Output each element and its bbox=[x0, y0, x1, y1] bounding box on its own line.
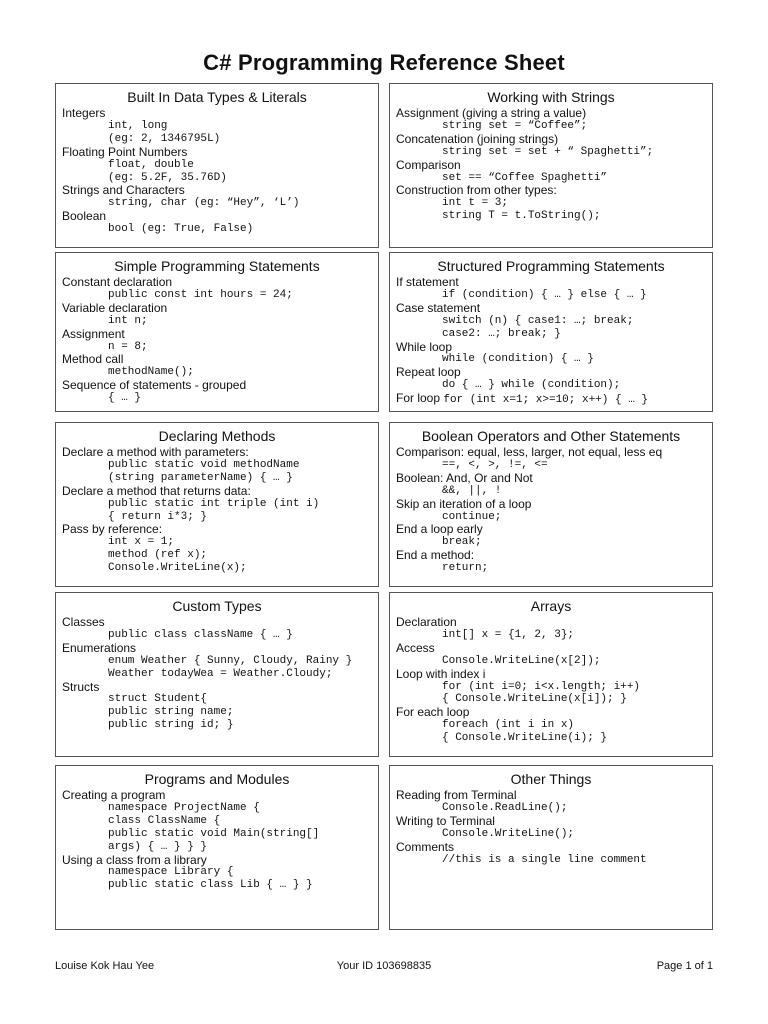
line-label: Creating a program bbox=[62, 788, 166, 802]
code-snippet: return; bbox=[442, 562, 489, 575]
code-snippet: int, long bbox=[108, 119, 168, 132]
line-label: For each loop bbox=[396, 705, 470, 720]
code-snippet: string set = set + “ Spaghetti”; bbox=[442, 145, 654, 158]
code-snippet: (string parameterName) { … } bbox=[108, 471, 293, 484]
code-snippet: break; bbox=[442, 536, 482, 549]
code-snippet: methodName(); bbox=[108, 366, 194, 379]
code-snippet: Console.WriteLine(x[2]); bbox=[442, 654, 601, 667]
code-snippet: int[] x = {1, 2, 3}; bbox=[442, 628, 575, 641]
code-snippet: struct Student{ bbox=[108, 693, 208, 706]
line-label: Classes bbox=[62, 615, 105, 629]
box-working-with-strings bbox=[389, 83, 713, 248]
line-label: Construction from other types: bbox=[396, 183, 557, 198]
line-label: Declare a method with parameters: bbox=[62, 445, 249, 459]
code-snippet: for (int x=1; x>=10; x++) { … } bbox=[443, 394, 648, 407]
code-snippet: string T = t.ToString(); bbox=[442, 210, 601, 223]
section-title: Simple Programming Statements bbox=[114, 258, 320, 274]
code-snippet: int n; bbox=[108, 314, 148, 327]
line-label: Repeat loop bbox=[396, 365, 461, 380]
code-snippet: string, char (eg: “Hey”, ‘L’) bbox=[108, 197, 300, 210]
line-label: Access bbox=[396, 640, 435, 655]
box-built-in-types bbox=[55, 83, 379, 248]
line-label: Concatenation (joining strings) bbox=[396, 131, 559, 146]
section-title: Arrays bbox=[530, 598, 572, 614]
section-title: Other Things bbox=[510, 771, 592, 787]
code-snippet: { … } bbox=[108, 392, 142, 405]
line-label: Structs bbox=[62, 679, 100, 694]
line-label: Boolean bbox=[62, 209, 107, 224]
code-snippet: enum Weather { Sunny, Cloudy, Rainy } bbox=[108, 654, 353, 667]
line-label: Assignment bbox=[62, 326, 125, 341]
section-title: Built In Data Types & Literals bbox=[127, 89, 307, 105]
line-label: Loop with index i bbox=[396, 666, 486, 681]
footer-id: Your ID 103698835 bbox=[336, 960, 432, 972]
code-snippet: namespace ProjectName { bbox=[108, 801, 260, 814]
code-snippet: { Console.WriteLine(i); } bbox=[442, 732, 608, 745]
box-other-things bbox=[389, 765, 713, 930]
box-structured-statements bbox=[389, 252, 713, 412]
code-snippet: Console.WriteLine(x); bbox=[108, 562, 247, 575]
mixed-line bbox=[396, 392, 706, 407]
code-snippet: public class className { … } bbox=[108, 628, 293, 641]
line-label: Boolean: And, Or and Not bbox=[396, 470, 533, 485]
code-snippet: &&, ||, ! bbox=[442, 484, 502, 497]
footer-page: Page 1 of 1 bbox=[656, 960, 713, 972]
code-snippet: public string id; } bbox=[108, 719, 234, 732]
line-label: While loop bbox=[396, 339, 453, 354]
line-label: For loop bbox=[396, 391, 444, 406]
line-label: Skip an iteration of a loop bbox=[396, 496, 532, 511]
line-label: Comparison bbox=[396, 157, 461, 172]
line-label: Method call bbox=[62, 352, 124, 367]
code-snippet: do { … } while (condition); bbox=[442, 379, 621, 392]
code-snippet: Weather todayWea = Weather.Cloudy; bbox=[108, 667, 333, 680]
box-custom-types bbox=[55, 592, 379, 757]
code-snippet: switch (n) { case1: …; break; bbox=[442, 314, 634, 327]
page-title: C# Programming Reference Sheet bbox=[203, 50, 565, 75]
line-label: Reading from Terminal bbox=[396, 788, 517, 802]
code-snippet: int x = 1; bbox=[108, 536, 175, 549]
code-snippet: method (ref x); bbox=[108, 549, 208, 562]
section-title: Declaring Methods bbox=[158, 428, 276, 444]
code-snippet: args) { … } } } bbox=[108, 840, 208, 853]
line-label: Constant declaration bbox=[62, 275, 173, 289]
section-title: Programs and Modules bbox=[144, 771, 290, 787]
code-snippet: while (condition) { … } bbox=[442, 353, 594, 366]
code-snippet: int t = 3; bbox=[442, 197, 509, 210]
code-snippet: bool (eg: True, False) bbox=[108, 223, 254, 236]
line-label: If statement bbox=[396, 275, 459, 289]
line-label: End a loop early bbox=[396, 522, 483, 537]
section-title: Structured Programming Statements bbox=[437, 258, 665, 274]
line-label: Sequence of statements - grouped bbox=[62, 378, 247, 393]
code-snippet: public static int triple (int i) bbox=[108, 497, 320, 510]
line-label: Floating Point Numbers bbox=[62, 144, 188, 159]
code-snippet: public const int hours = 24; bbox=[108, 288, 293, 301]
line-label: Integers bbox=[62, 106, 106, 120]
line-label: Case statement bbox=[396, 300, 481, 315]
box-simple-statements bbox=[55, 252, 379, 412]
line-label: Enumerations bbox=[62, 640, 137, 655]
code-snippet: foreach (int i in x) bbox=[442, 719, 575, 732]
code-snippet: n = 8; bbox=[108, 340, 148, 353]
code-snippet: class ClassName { bbox=[108, 814, 221, 827]
code-snippet: { return i*3; } bbox=[108, 510, 208, 523]
line-label: Declaration bbox=[396, 615, 457, 629]
code-snippet: (eg: 5.2F, 35.76D) bbox=[108, 171, 227, 184]
box-boolean-operators bbox=[389, 422, 713, 587]
code-snippet: case2: …; break; } bbox=[442, 327, 561, 340]
code-snippet: Console.WriteLine(); bbox=[442, 827, 575, 840]
code-snippet: continue; bbox=[442, 510, 502, 523]
line-label: Variable declaration bbox=[62, 300, 168, 315]
line-label: Comparison: equal, less, larger, not equal, less eq bbox=[396, 445, 663, 459]
code-snippet: public static class Lib { … } } bbox=[108, 879, 313, 892]
section-title: Boolean Operators and Other Statements bbox=[421, 428, 681, 444]
section-title: Working with Strings bbox=[487, 89, 615, 105]
code-snippet: float, double bbox=[108, 158, 194, 171]
line-label: Declare a method that returns data: bbox=[62, 483, 251, 498]
code-snippet: Console.ReadLine(); bbox=[442, 801, 568, 814]
code-snippet: public static void Main(string[] bbox=[108, 827, 320, 840]
line-label: Pass by reference: bbox=[62, 522, 163, 537]
line-label: End a method: bbox=[396, 548, 475, 563]
line-label: Comments bbox=[396, 839, 455, 854]
code-snippet: { Console.WriteLine(x[i]); } bbox=[442, 693, 627, 706]
code-snippet: for (int i=0; i<x.length; i++) bbox=[442, 680, 641, 693]
code-snippet: ==, <, >, !=, <= bbox=[442, 458, 548, 471]
line-label: Strings and Characters bbox=[62, 183, 185, 198]
box-arrays bbox=[389, 592, 713, 757]
box-declaring-methods bbox=[55, 422, 379, 587]
code-snippet: (eg: 2, 1346795L) bbox=[108, 132, 221, 145]
line-label: Using a class from a library bbox=[62, 852, 207, 867]
box-programs-modules bbox=[55, 765, 379, 930]
section-title: Custom Types bbox=[172, 598, 262, 614]
code-snippet: public static void methodName bbox=[108, 458, 300, 471]
footer-author: Louise Kok Hau Yee bbox=[55, 960, 155, 972]
code-snippet: if (condition) { … } else { … } bbox=[442, 288, 647, 301]
code-snippet: namespace Library { bbox=[108, 866, 234, 879]
code-snippet: string set = “Coffee”; bbox=[442, 119, 588, 132]
code-snippet: set == “Coffee Spaghetti” bbox=[442, 171, 608, 184]
line-label: Writing to Terminal bbox=[396, 813, 495, 828]
line-label: Assignment (giving a string a value) bbox=[396, 106, 587, 120]
code-snippet: //this is a single line comment bbox=[442, 853, 647, 866]
code-snippet: public string name; bbox=[108, 706, 234, 719]
